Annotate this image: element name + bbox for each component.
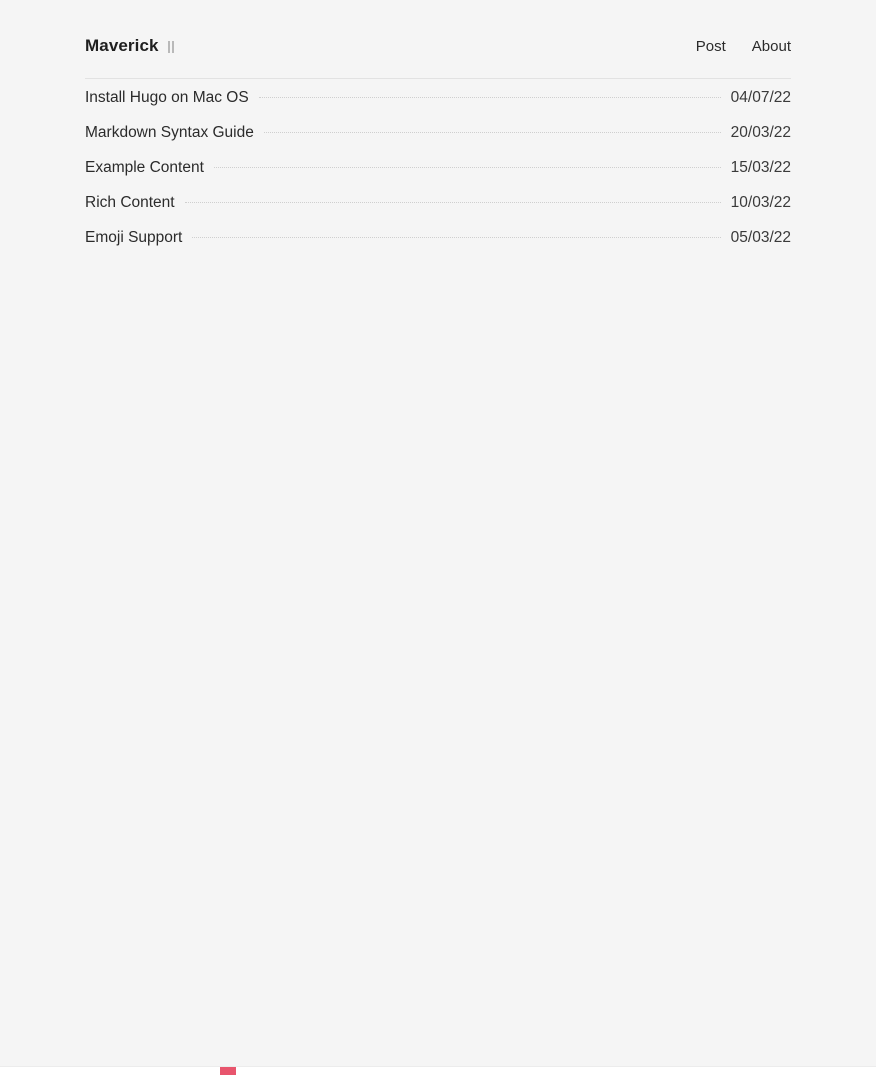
post-date: 04/07/22 [730,89,791,106]
site-brand[interactable] [85,36,176,56]
list-item[interactable] [85,114,791,149]
post-title[interactable]: Markdown Syntax Guide [85,124,254,141]
nav-link-about[interactable]: About [751,37,791,55]
post-title[interactable]: Install Hugo on Mac OS [85,89,249,106]
list-item[interactable] [85,219,791,254]
post-date: 20/03/22 [730,124,791,141]
post-title[interactable]: Example Content [85,159,204,176]
post-title[interactable]: Rich Content [85,194,175,211]
post-title[interactable]: Emoji Support [85,229,183,246]
dot-leader [214,166,721,168]
post-date: 10/03/22 [730,194,791,211]
pause-bars-icon [167,41,176,53]
list-item[interactable] [85,79,791,114]
list-item[interactable] [85,184,791,219]
accent-marker [220,1067,236,1075]
dot-leader [185,201,721,203]
post-date: 05/03/22 [730,229,791,246]
post-date: 15/03/22 [730,159,791,176]
main-nav [696,39,791,54]
dot-leader [192,236,720,238]
nav-link-post[interactable]: Post [695,37,726,55]
bottom-strip [0,1066,876,1075]
dot-leader [259,96,721,98]
site-header [85,36,791,79]
site-title: Maverick [85,36,159,55]
dot-leader [264,131,721,133]
post-list [85,79,791,254]
page-container [85,0,791,254]
list-item[interactable] [85,149,791,184]
